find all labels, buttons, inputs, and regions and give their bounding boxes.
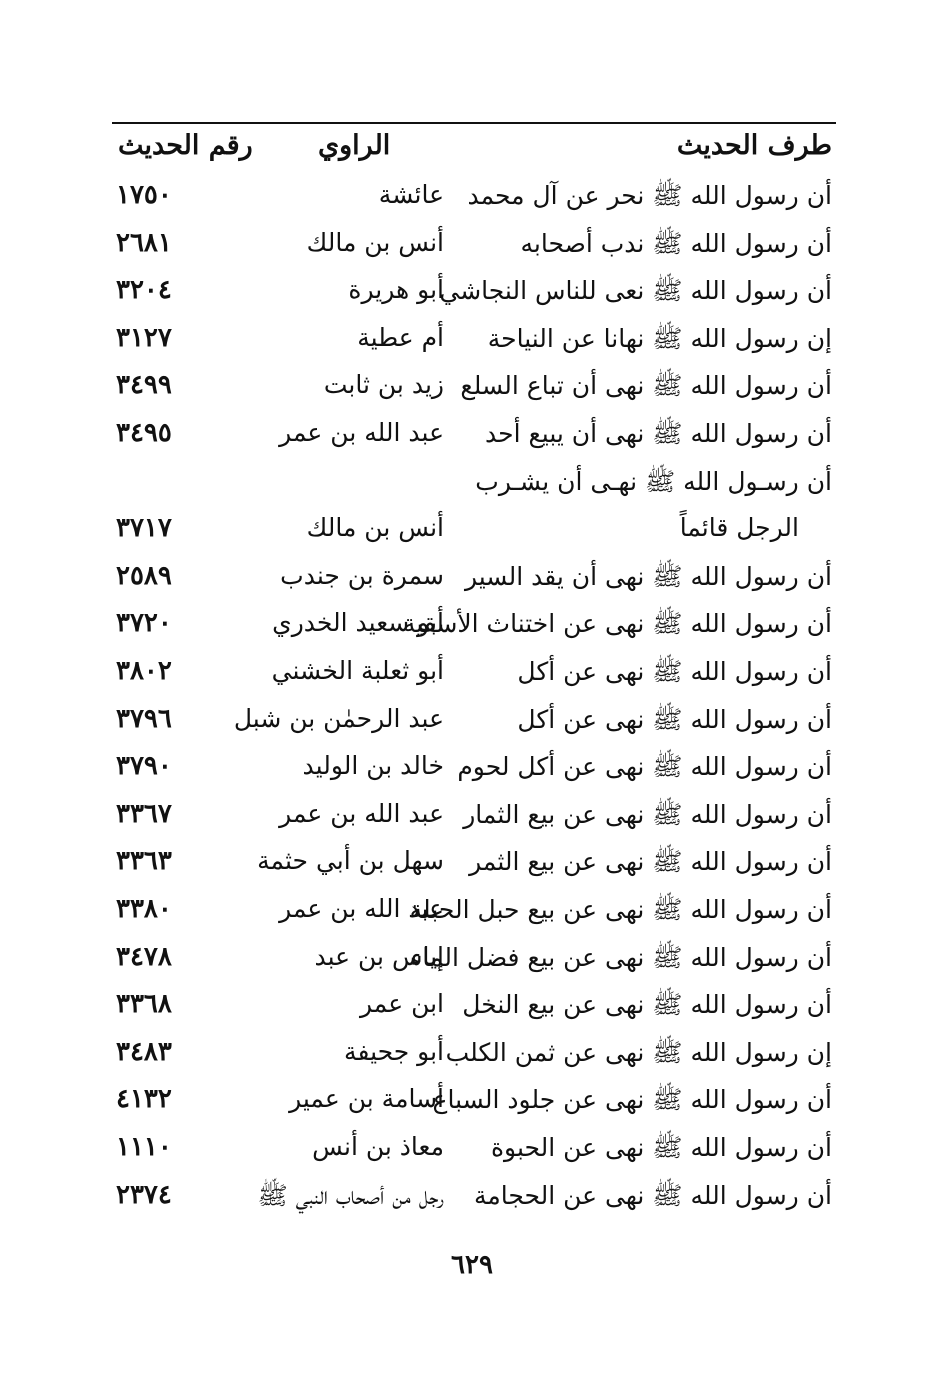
- hadith-number: ٣١٢٧: [116, 322, 172, 353]
- page-number: ٦٢٩: [451, 1250, 493, 1280]
- hadith-text: أن رسول الله ﷺ نهى عن اختناث الأسقية: [402, 609, 832, 639]
- hadith-text: أن رسول الله ﷺ نهى عن أكل: [517, 657, 832, 686]
- narrator-name: معاذ بن أنس: [312, 1132, 444, 1161]
- narrator-name: سهل بن أبي حثمة: [257, 846, 444, 876]
- table-header: [0, 126, 944, 174]
- narrator-name: ابن عمر: [359, 989, 444, 1019]
- table-row: [0, 1176, 944, 1224]
- narrator-name: أبو سعيد الخدري: [272, 608, 444, 638]
- narrator-name: عبد الله بن عمر: [279, 798, 444, 828]
- hadith-number: ١١١٠: [116, 1132, 172, 1162]
- table-row: [0, 271, 944, 319]
- hadith-number: ٢٥٨٩: [116, 560, 172, 591]
- table-row: [0, 747, 944, 795]
- hadith-number: ٣٣٦٧: [116, 798, 172, 829]
- narrator-name: إياس بن عبد: [314, 941, 444, 971]
- hadith-text: أن رسول الله ﷺ نهى عن أكل: [517, 704, 832, 734]
- hadith-number: ٣٣٦٣: [116, 846, 172, 877]
- narrator-name: أنس بن مالك: [306, 227, 444, 257]
- hadith-number: ٣٤٩٩: [116, 370, 172, 401]
- narrator-name: أبو هريرة: [348, 275, 444, 305]
- hadith-text: أن رسول الله ﷺ نهى عن الحجامة: [473, 1180, 832, 1210]
- table-row: [0, 938, 944, 986]
- narrator-name: خالد بن الوليد: [302, 751, 444, 781]
- table-row: [0, 985, 944, 1033]
- table-row: [0, 700, 944, 748]
- narrator-name: سمرة بن جندب: [280, 560, 444, 590]
- narrator-name: أسامة بن عمير: [289, 1084, 444, 1114]
- table-row: [0, 1033, 944, 1081]
- header-hadith-label: طرف الحديث: [676, 130, 832, 161]
- table-row: [0, 652, 944, 700]
- narrator-name: عبد الرحمٰن بن شبل: [233, 703, 444, 733]
- narrator-name: أبو جحيفة: [344, 1036, 444, 1066]
- header-narrator-label: الراوي: [318, 130, 391, 161]
- hadith-text: أن رسول الله ﷺ نهى عن أكل لحوم: [457, 752, 832, 782]
- narrator-name: أم عطية: [357, 322, 444, 352]
- table-row: [0, 795, 944, 843]
- hadith-text: أن رسول الله ﷺ نهى عن بيع حبل الحبلة: [409, 895, 832, 924]
- narrator-name: عبد الله بن عمر: [279, 894, 444, 923]
- hadith-text: أن رسول الله ﷺ ندب أصحابه: [520, 228, 832, 258]
- hadith-number: ٤١٣٢: [116, 1084, 172, 1115]
- hadith-text: أن رسول الله ﷺ نهى عن بيع الثمر: [469, 847, 832, 877]
- hadith-text: أن رسول الله ﷺ نحر عن آل محمد: [467, 181, 832, 210]
- hadith-text: إن رسول الله ﷺ نهى عن ثمن الكلب: [445, 1037, 832, 1067]
- hadith-number: ٣٨٠٢: [116, 656, 172, 686]
- table-row: [0, 366, 944, 414]
- hadith-text: أن رسول الله ﷺ نهى عن الحبوة: [490, 1133, 832, 1162]
- hadith-text: أن رسول الله ﷺ نهى عن بيع فضل الماء: [410, 942, 832, 972]
- hadith-text: أن رسول الله ﷺ نهى أن يقد السير: [464, 561, 832, 591]
- table-row: [0, 557, 944, 605]
- hadith-text: أن رسول الله ﷺ نهى عن جلود السباع: [432, 1085, 832, 1115]
- hadith-text: أن رسول الله ﷺ نهى عن بيع الثمار: [463, 799, 832, 829]
- header-top-rule: [112, 122, 836, 124]
- hadith-text: إن رسول الله ﷺ نهانا عن النياحة: [487, 323, 832, 353]
- narrator-name: أبو ثعلبة الخشني: [271, 656, 444, 685]
- table-row: [0, 414, 944, 462]
- hadith-text: الرجل قائماً: [679, 513, 799, 543]
- hadith-text: أن رسول الله ﷺ نهى عن بيع النخل: [462, 990, 832, 1020]
- hadith-text: أن رسول الله ﷺ نهى أن تباع السلع: [460, 371, 832, 401]
- hadith-number: ٣٤٩٥: [116, 418, 172, 448]
- narrator-name: أنس بن مالك: [306, 513, 444, 543]
- table-row: [0, 890, 944, 938]
- table-row: [0, 604, 944, 652]
- hadith-number: ٣٢٠٤: [116, 275, 172, 306]
- table-row: [0, 1128, 944, 1176]
- hadith-number: ٢٣٧٤: [116, 1179, 172, 1210]
- table-row: [0, 509, 944, 557]
- table-row: [0, 224, 944, 272]
- hadith-number: ٣٤٧٨: [116, 941, 172, 972]
- hadith-number: ٣٤٨٣: [116, 1036, 172, 1067]
- table-row: [0, 176, 944, 224]
- hadith-number: ٣٧١٧: [116, 513, 172, 544]
- hadith-text: أن رسـول الله ﷺ نهـى أن يشـرب: [475, 466, 832, 496]
- header-number-label: رقم الحديث: [118, 130, 253, 161]
- narrator-name: زيد بن ثابت: [323, 370, 444, 400]
- hadith-number: ٣٧٩٠: [116, 751, 172, 782]
- hadith-text: أن رسول الله ﷺ نعى للناس النجاشي: [439, 276, 832, 306]
- narrator-name: رجل من أصحاب النبي ﷺ: [257, 1180, 444, 1210]
- hadith-number: ١٧٥٠: [116, 180, 172, 210]
- table-row: [0, 842, 944, 890]
- hadith-number: ٢٦٨١: [116, 227, 172, 258]
- hadith-number: ٣٣٨٠: [116, 894, 172, 924]
- table-row: [0, 319, 944, 367]
- table-row: [0, 1080, 944, 1128]
- hadith-number: ٣٧٩٦: [116, 703, 172, 734]
- hadith-text: أن رسول الله ﷺ نهى أن يبيع أحد: [485, 419, 832, 448]
- table-row: [0, 462, 944, 510]
- narrator-name: عائشة: [378, 180, 444, 209]
- narrator-name: عبد الله بن عمر: [279, 418, 444, 447]
- hadith-number: ٣٣٦٨: [116, 989, 172, 1020]
- hadith-number: ٣٧٢٠: [116, 608, 172, 639]
